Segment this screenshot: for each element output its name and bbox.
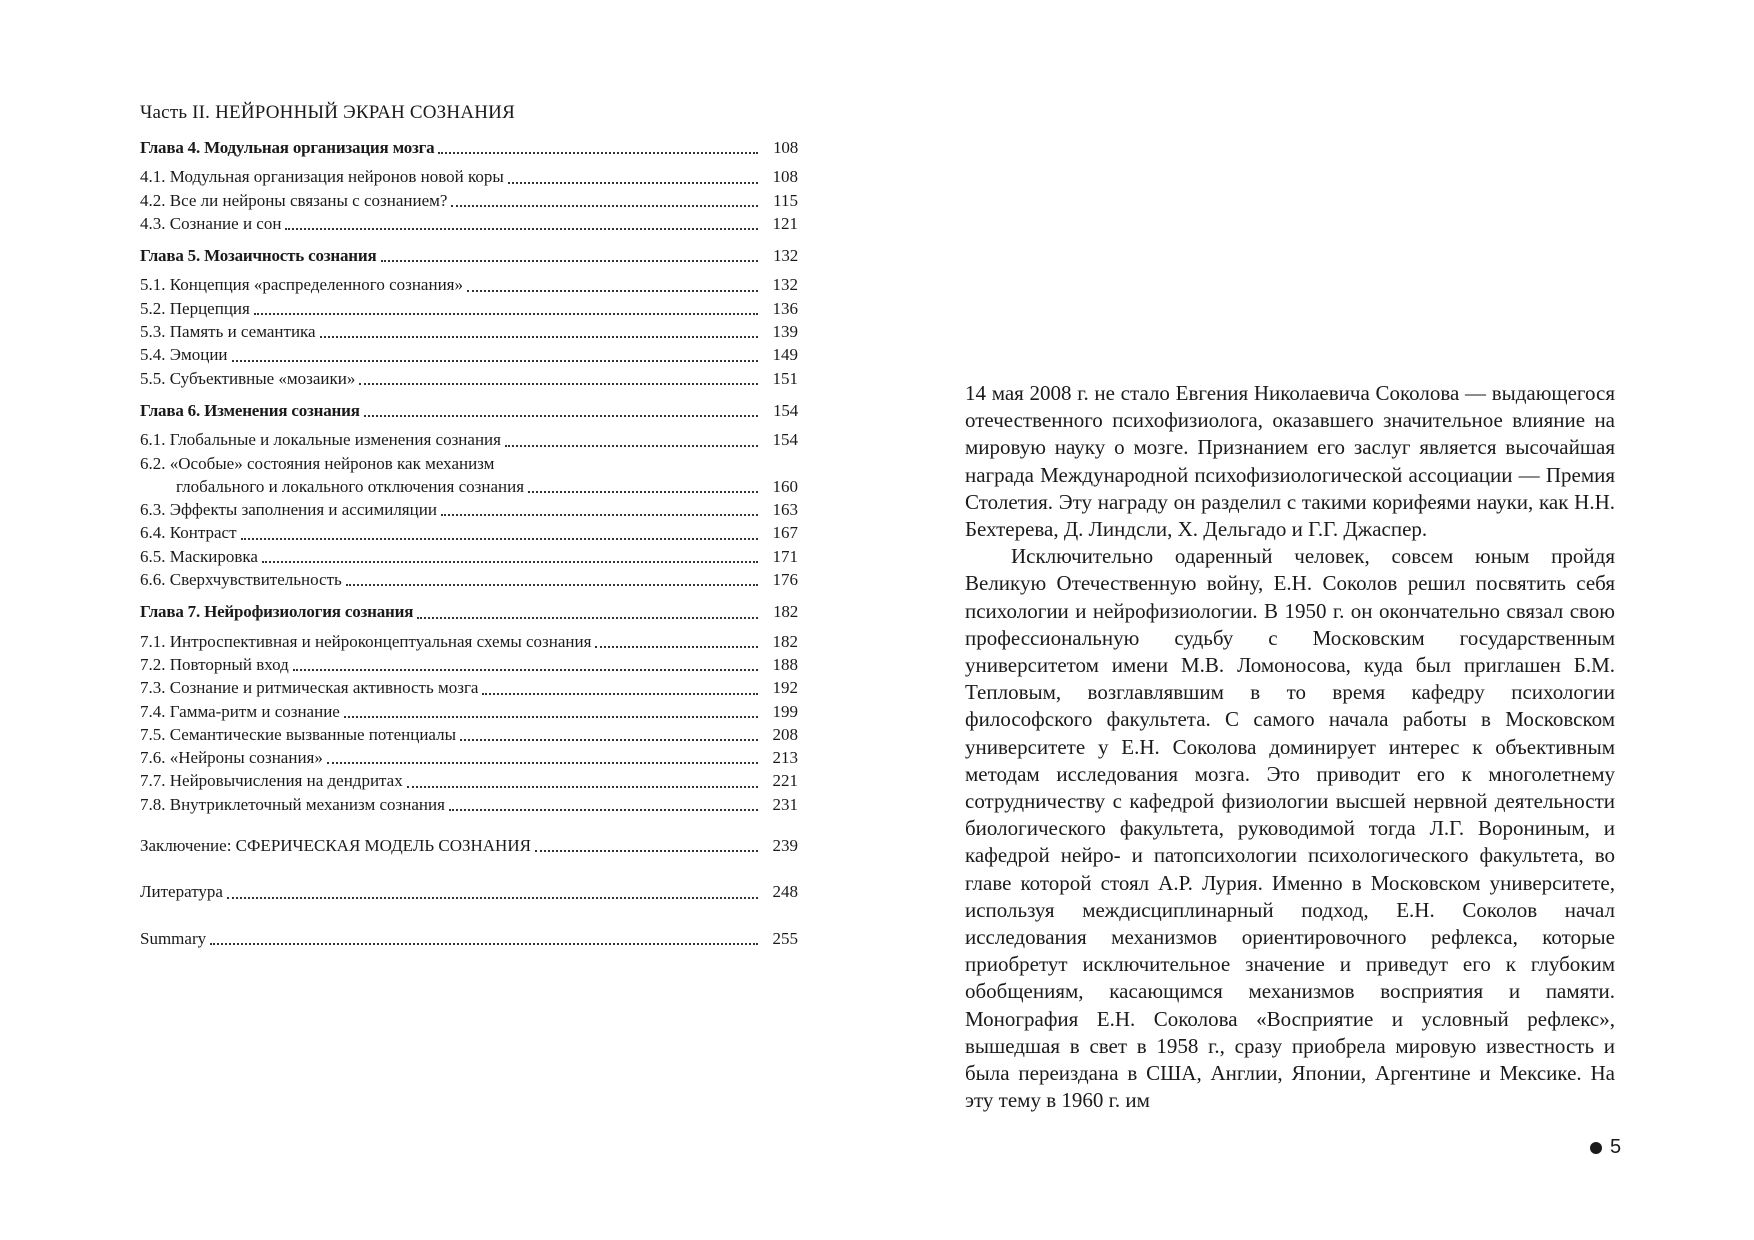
dot-leader [438,152,758,154]
dot-leader [407,786,758,788]
toc-entry-title: Summary [140,928,207,948]
dot-leader [441,514,758,516]
paragraph: Исключительно одаренный человек, совсем юным пройдя Великую Отечественную войну, Е.Н. Соколов решил посвятить себя психологии и нейрофизиологии. В 1950 г. он окончательно связал свою профессиональную судьбу с Московским государственным университетом имени М.В. Ломоносова, куда был приглашен Б.М. Тепловым, возглавлявшим в то время кафедру психологии философского факультета. С самого начала работы в Московском университете у Е.Н. Соколова доминирует интерес к объективным методам исследования мозга. Это приводит его к многолетнему сотрудничеству с кафедрой физиологии высшей нервной деятельности биологического факультета, руководимой тогда Л.Г. Ворониным, и кафедрой нейро- и патопсихологии психологического факультета, во главе которой стоял А.Р. Лурия. Именно в Московском университете, используя междисциплинарный подход, Е.Н. Соколов начал исследования механизмов ориентировочного рефлекса, которые приобретут исключительное значение и приведут его к глубоким обобщениям, касающимся механизмов восприятия и памяти. Монография Е.Н. Соколова «Восприятие и условный рефлекс», вышедшая в свет в 1958 г., сразу приобрела мировую известность и была переиздана в США, Англии, Японии, Аргентине и Мексике. На эту тему в 1960 г. им [965,544,1615,1113]
toc-entry-page: 139 [772,322,798,342]
toc-entry-title-continued: глобального и локального отключения сознания [176,476,525,496]
toc-chapter-entry[interactable] [140,136,798,159]
toc-section-entry[interactable] [140,165,798,188]
toc-chapter-group [140,600,798,816]
toc-chapter-entry[interactable] [140,399,798,422]
toc-section-entry[interactable] [140,428,798,451]
dot-leader [285,228,758,230]
toc-entry-page: 171 [772,546,798,566]
toc-entry-page: 182 [773,602,798,622]
dot-leader [528,491,758,493]
toc-entry-page: 221 [772,771,798,791]
toc-entry-page: 192 [772,678,798,698]
toc-entry-page: 182 [772,631,798,651]
part-heading: Часть II. НЕЙРОННЫЙ ЭКРАН СОЗНАНИЯ [140,102,515,123]
toc-chapter-entry[interactable] [140,600,798,623]
toc-entry-title: Глава 6. Изменения сознания [140,400,360,420]
toc-section-entry[interactable] [140,746,798,769]
toc-literature-entry[interactable] [140,880,798,903]
toc-section-entry[interactable] [140,653,798,676]
right-page [877,0,1754,1240]
dot-leader [467,290,758,292]
toc-entry-title: 7.7. Нейровычисления на дендритах [140,771,403,791]
toc-section-entry[interactable] [140,297,798,320]
dot-leader [262,561,758,563]
toc-entry-title: Литература [140,882,223,902]
toc-entry-page: 132 [773,246,798,266]
toc-chapter-group [140,136,798,235]
toc-section-entry[interactable] [140,521,798,544]
page-folio [1590,1136,1621,1159]
toc-entry-page: 151 [772,368,798,388]
toc-section-entry[interactable] [140,367,798,390]
toc-entry-title: 7.8. Внутриклеточный механизм сознания [140,794,445,814]
toc-entry-title: 6.6. Сверхчувствительность [140,570,342,590]
toc-chapter-entry[interactable] [140,244,798,267]
dot-leader [381,260,759,262]
toc-section-entry[interactable] [140,630,798,653]
toc-entry-title: 4.3. Сознание и сон [140,213,282,233]
toc-section-entry[interactable] [140,793,798,816]
toc-entry-page: 231 [772,794,798,814]
dot-leader [449,809,758,811]
toc-section-entry[interactable] [140,273,798,296]
toc-section-entry[interactable] [140,212,798,235]
dot-leader [505,445,758,447]
toc-section-entry[interactable] [140,723,798,746]
dot-leader [210,943,758,945]
toc-entry-page: 213 [772,748,798,768]
toc-section-entry[interactable] [140,700,798,723]
toc-entry-page: 208 [772,724,798,744]
toc-entry-page: 163 [772,500,798,520]
body-text [965,380,1615,1114]
dot-leader [535,850,758,852]
toc-section-entry[interactable] [140,676,798,699]
dot-leader [417,617,758,619]
toc-section-entry[interactable] [140,498,798,521]
bullet-icon [1590,1142,1602,1154]
page-number: 5 [1610,1136,1622,1158]
dot-leader [451,205,758,207]
toc-entry-title: 7.2. Повторный вход [140,654,289,674]
toc-summary-entry[interactable] [140,927,798,950]
toc-entry-page: 154 [773,400,798,420]
toc-section-entry[interactable] [140,343,798,366]
toc-entry-page: 121 [772,213,798,233]
toc-entry-page: 108 [772,167,798,187]
toc-entry-page: 108 [773,138,798,157]
toc-entry-title: Глава 4. Модульная организация мозга [140,138,435,157]
toc-entry-title: 7.6. «Нейроны сознания» [140,748,323,768]
table-of-contents [140,100,798,950]
toc-section-entry[interactable] [140,568,798,591]
toc-entry-page: 188 [772,654,798,674]
dot-leader [508,182,758,184]
toc-entry-title: 7.3. Сознание и ритмическая активность мозга [140,678,479,698]
dot-leader [254,313,758,315]
toc-entry-title: 7.5. Семантические вызванные потенциалы [140,724,457,744]
toc-section-entry[interactable] [140,452,798,499]
toc-entry-title: 5.2. Перцепция [140,298,250,318]
dot-leader [482,693,758,695]
toc-entry-page: 149 [772,345,798,365]
dot-leader [359,383,758,385]
toc-entry-title: 5.5. Субъективные «мозаики» [140,368,356,388]
toc-entry-title: 6.5. Маскировка [140,546,258,566]
toc-conclusion-entry[interactable] [140,834,798,857]
toc-entry-title: Заключение: СФЕРИЧЕСКАЯ МОДЕЛЬ СОЗНАНИЯ [140,836,531,856]
dot-leader [595,646,758,648]
toc-entry-page: 239 [772,836,798,856]
toc-entry-title: 4.1. Модульная организация нейронов новой коры [140,167,504,187]
dot-leader [346,584,758,586]
dot-leader [344,716,758,718]
toc-section-entry[interactable] [140,320,798,343]
toc-entry-page: 199 [772,701,798,721]
paragraph: 14 мая 2008 г. не стало Евгения Николаевича Соколова — выдающегося отечественного психофизиолога, оказавшего значительное влияние на мировую науку о мозге. Признанием его заслуг является высочайшая награда Международной психофизиологической ассоциации — Премия Столетия. Эту награду он разделил с такими корифеями науки, как Н.Н. Бехтерева, Д. Линдсли, Х. Дельгадо и Г.Г. Джаспер. [965,381,1615,542]
toc-entry-title: 7.1. Интроспективная и нейроконцептуальная схемы сознания [140,631,592,651]
dot-leader [232,360,758,362]
toc-entry-title: 5.4. Эмоции [140,345,228,365]
toc-section-entry[interactable] [140,769,798,792]
toc-chapter-group [140,399,798,591]
toc-entry-page: 176 [772,570,798,590]
toc-entry-title: 6.4. Контраст [140,523,237,543]
dot-leader [327,762,758,764]
toc-entry-title: Глава 5. Мозаичность сознания [140,246,377,266]
dot-leader [227,897,758,899]
toc-entry-page: 248 [772,882,798,902]
toc-section-entry[interactable] [140,189,798,212]
dot-leader [293,669,758,671]
toc-entry-page: 136 [772,298,798,318]
toc-section-entry[interactable] [140,545,798,568]
toc-entry-page: 154 [772,430,798,450]
dot-leader [460,739,758,741]
dot-leader [241,538,759,540]
toc-entry-title: Глава 7. Нейрофизиология сознания [140,602,414,622]
toc-entry-title: 6.2. «Особые» состояния нейронов как механизм [140,453,495,473]
toc-entry-page: 115 [773,190,798,210]
toc-entry-title: 5.1. Концепция «распределенного сознания» [140,275,463,295]
toc-entry-title: 6.1. Глобальные и локальные изменения сознания [140,430,501,450]
toc-entry-title: 6.3. Эффекты заполнения и ассимиляции [140,500,437,520]
toc-entry-page: 167 [772,523,798,543]
toc-chapter-group [140,244,798,390]
toc-entry-page: 160 [772,476,798,496]
dot-leader [320,336,758,338]
toc-entry-title: 5.3. Память и семантика [140,322,316,342]
toc-entry-title: 7.4. Гамма-ритм и сознание [140,701,340,721]
toc-entry-page: 132 [772,275,798,295]
toc-entry-title: 4.2. Все ли нейроны связаны с сознанием? [140,190,448,210]
dot-leader [364,415,758,417]
toc-entry-continuation [140,475,798,498]
toc-entry-page: 255 [772,928,798,948]
